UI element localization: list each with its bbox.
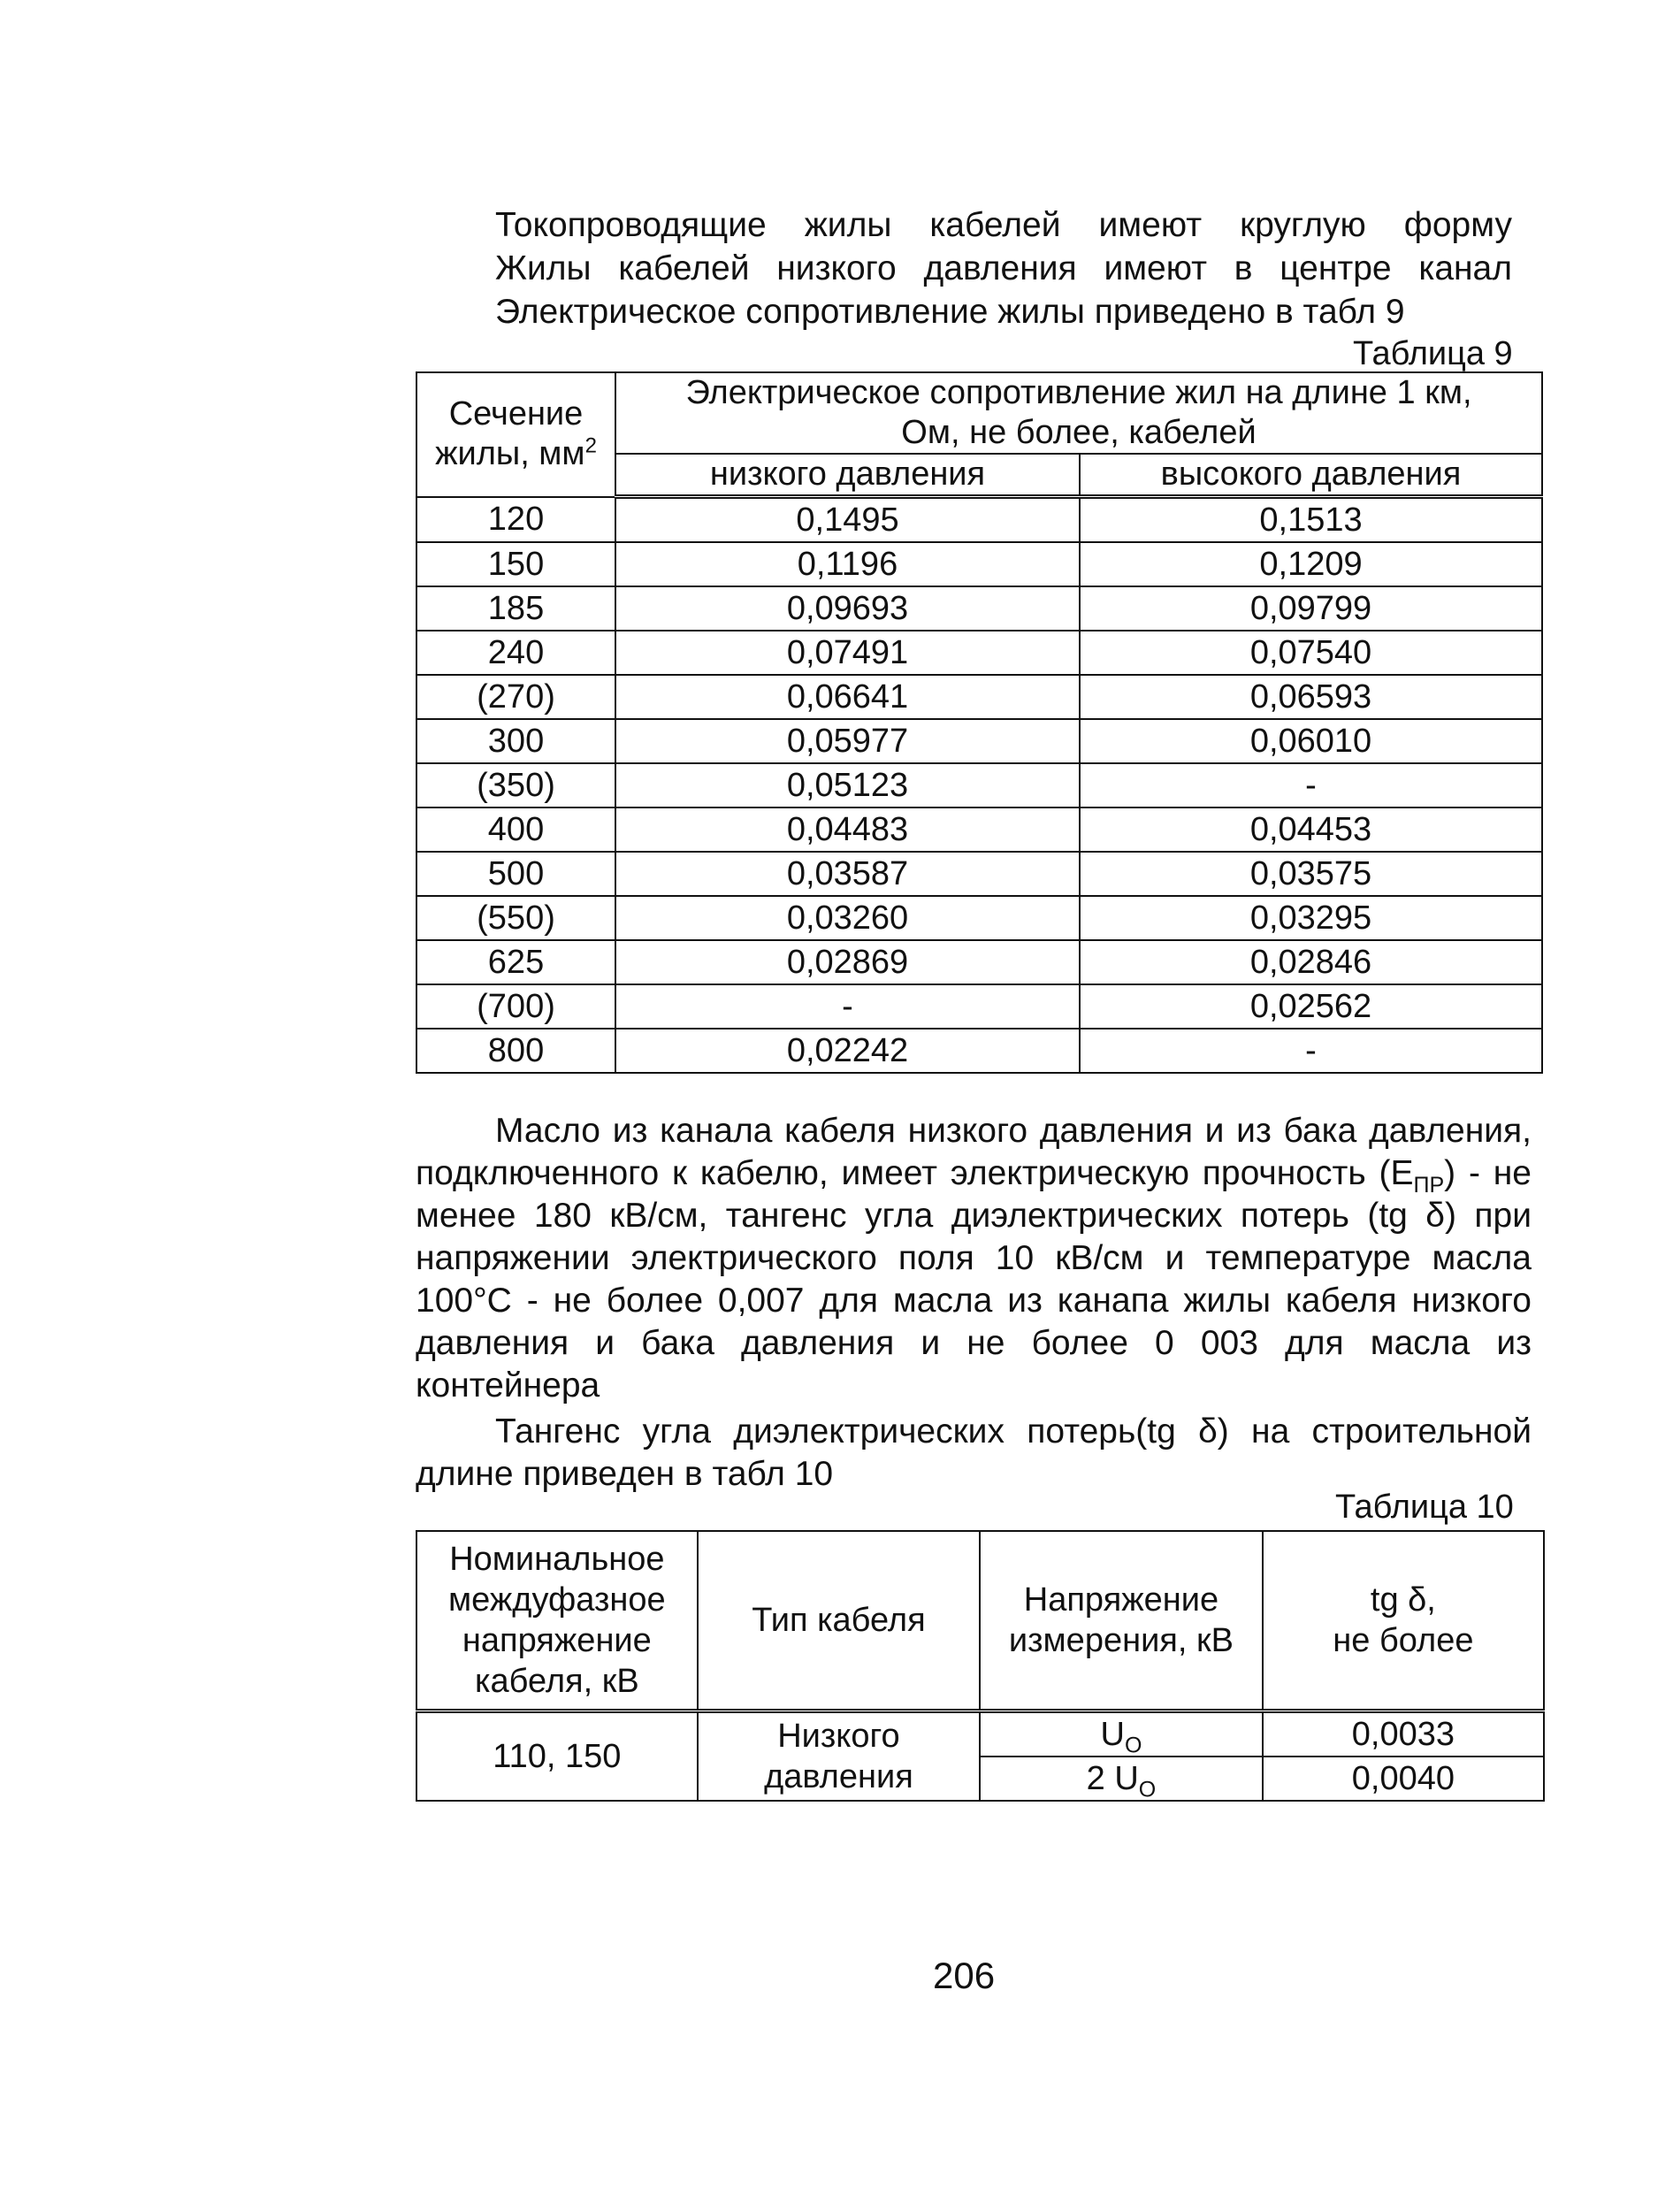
table-9 xyxy=(416,371,1543,1074)
table-row: 150 0,1196 0,1209 xyxy=(416,542,1542,586)
paragraph-tangent: Тангенс угла диэлектрических потерь(tg δ) на строительной длине приведен в табл 10 xyxy=(416,1412,1532,1493)
header-low-pressure: низкого давления xyxy=(615,454,1080,497)
table-row: (700) - 0,02562 xyxy=(416,984,1542,1029)
table-row xyxy=(416,1711,1544,1757)
cell-tg: 0,0033 xyxy=(1263,1711,1544,1757)
table-row: 185 0,09693 0,09799 xyxy=(416,586,1542,631)
table-row: 300 0,05977 0,06010 xyxy=(416,719,1542,763)
header-cable-type: Тип кабеля xyxy=(698,1531,980,1711)
paragraph-oil: Масло из канала кабеля низкого давления и из бака давления, подключенного к кабелю, имеет электрическую прочность $(Е_{ПР})$ - не менее 180 кВ/см, тангенс угла диэлектрических потерь (tg δ) при напряжении электрического поля 10 кВ/см и температуре масла 100°С - не более 0,007 для масла из канапа жилы кабеля низкого давления и бака давления и не более 0 003 для масла из контейнера xyxy=(416,1112,1532,1405)
table-row: 800 0,02242 - xyxy=(416,1029,1542,1073)
intro-text xyxy=(495,203,1512,333)
table-row: 500 0,03587 0,03575 xyxy=(416,852,1542,896)
table9-caption: Таблица 9 xyxy=(1353,335,1513,372)
header-tg-delta: tg δ, не более xyxy=(1263,1531,1544,1711)
header-nominal-voltage: Номинальное междуфазное напряжение кабеля, кВ xyxy=(416,1531,698,1711)
table-row: 400 0,04483 0,04453 xyxy=(416,807,1542,852)
table-row: (550) 0,03260 0,03295 xyxy=(416,896,1542,940)
cell-voltage: 2 $U_О$ xyxy=(980,1757,1263,1801)
table-row: 240 0,07491 0,07540 xyxy=(416,631,1542,675)
header-high-pressure: высокого давления xyxy=(1080,454,1542,497)
intro-line-3: Электрическое сопротивление жилы приведено в табл 9 xyxy=(495,293,1405,331)
intro-line-1: Токопроводящие жилы кабелей имеют круглую форму xyxy=(495,206,1512,244)
header-measurement-voltage: Напряжение измерения, кВ xyxy=(980,1531,1263,1711)
table-row: (270) 0,06641 0,06593 xyxy=(416,675,1542,719)
intro-line-2: Жилы кабелей низкого давления имеют в центре канал xyxy=(495,249,1512,287)
cell-tg: 0,0040 xyxy=(1263,1757,1544,1801)
cell-voltage: $U_О$ xyxy=(980,1711,1263,1757)
table-row: (350) 0,05123 - xyxy=(416,763,1542,807)
table10-caption: Таблица 10 xyxy=(1335,1489,1514,1526)
table-row: 625 0,02869 0,02846 xyxy=(416,940,1542,984)
table-10 xyxy=(416,1530,1545,1802)
cell-type: Низкого давления xyxy=(698,1711,980,1802)
header-section: Сечение жилы, $мм^2$ xyxy=(416,372,615,497)
header-resistance: Электрическое сопротивление жил на длине 1 км, Ом, не более, кабелей xyxy=(615,372,1542,454)
cell-nominal: 110, 150 xyxy=(416,1711,698,1802)
table-row: 120 0,1495 0,1513 xyxy=(416,497,1542,543)
page-number: 206 xyxy=(933,1955,996,1996)
